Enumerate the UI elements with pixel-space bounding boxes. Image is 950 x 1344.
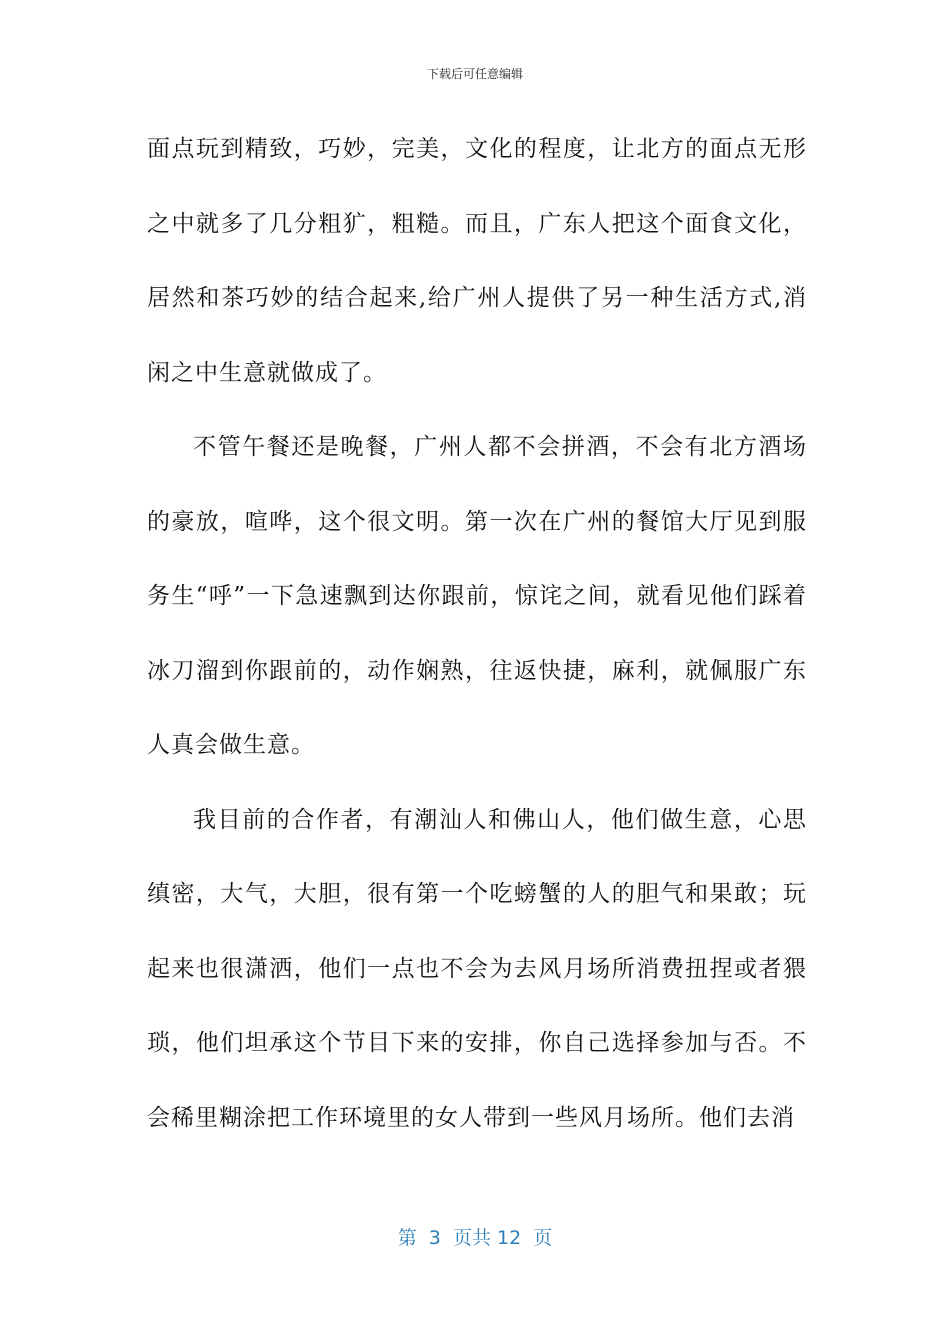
footer-suffix: 页 [521, 1227, 553, 1249]
page-header [0, 66, 950, 82]
paragraph-3: 我目前的合作者，有潮汕人和佛山人，他们做生意，心思缜密，大气，大胆，很有第一个吃螃蟹的人的胆气和果敢；玩起来也很潇洒，他们一点也不会为去风月场所消费扭捏或者猥琐，他们坦承这个节目下来的安排，你自己选择参加与否。不会稀里糊涂把工作环境里的女人带到一些风月场所。他们去消 [147, 806, 807, 1131]
footer-prefix: 第 [397, 1227, 429, 1249]
paragraph-1: 面点玩到精致，巧妙，完美，文化的程度，让北方的面点无形之中就多了几分粗犷，粗糙。而且，广东人把这个面食文化，居然和茶巧妙的结合起来,给广州人提供了另一种生活方式,消闲之中生意就做成了。 [147, 136, 807, 386]
document-body [147, 112, 807, 1155]
footer-middle: 页共 [440, 1227, 498, 1249]
header-text: 下载后可任意编辑 [426, 67, 523, 81]
current-page-number: 3 [428, 1227, 441, 1249]
paragraph-2: 不管午餐还是晚餐，广州人都不会拼酒，不会有北方酒场的豪放，喧哗，这个很文明。第一次在广州的餐馆大厅见到服务生“呼”一下急速飘到达你跟前，惊诧之间，就看见他们踩着冰刀溜到你跟前的，动作娴熟，往返快捷，麻利，就佩服广东人真会做生意。 [147, 434, 807, 758]
total-page-count: 12 [497, 1227, 522, 1249]
page-footer [0, 1224, 950, 1252]
